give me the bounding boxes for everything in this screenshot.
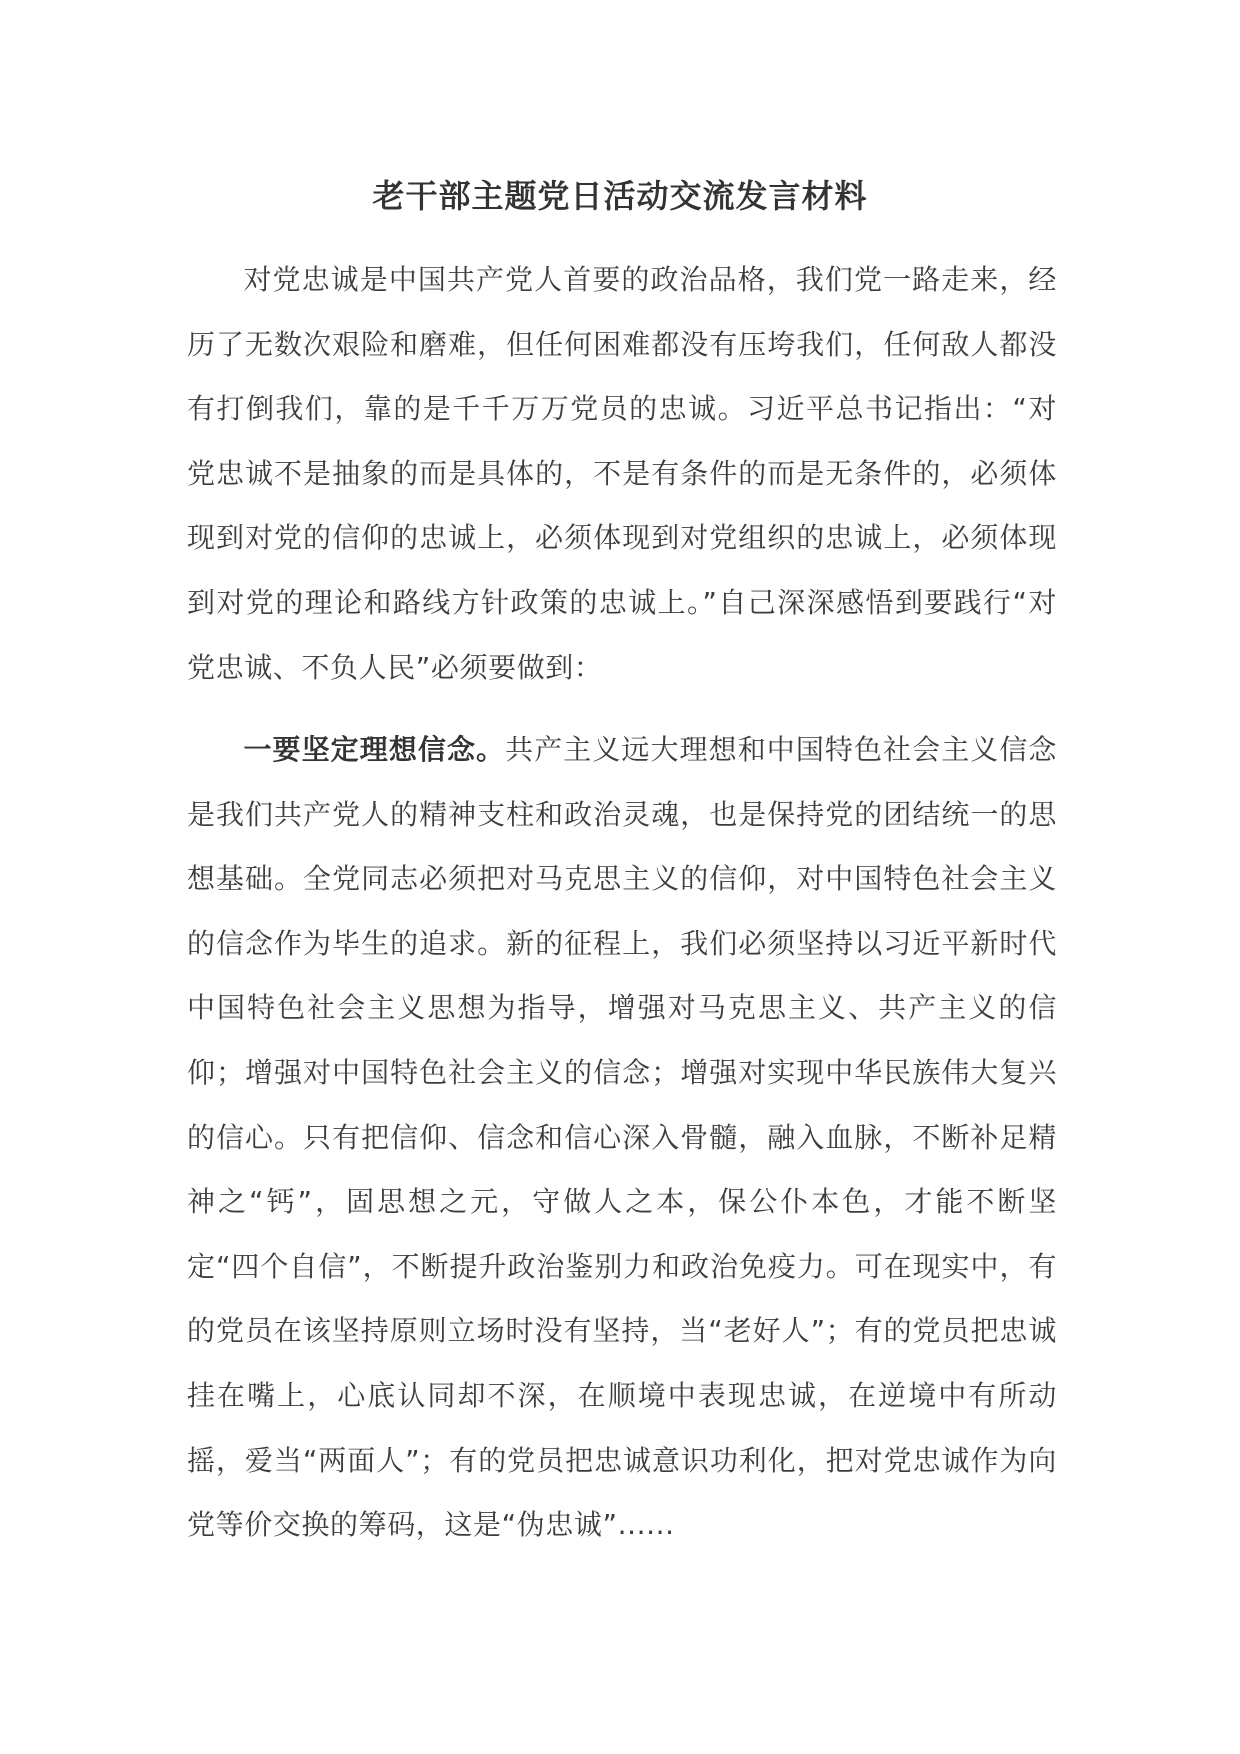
- paragraph-intro: [187, 248, 1057, 700]
- paragraph-intro-text: 对党忠诚是中国共产党人首要的政治品格，我们党一路走来，经历了无数次艰险和磨难，但任何困难都没有压垮我们，任何敌人都没有打倒我们，靠的是千千万万党员的忠诚。习近平总书记指出：“对党忠诚不是抽象的而是具体的，不是有条件的而是无条件的，必须体现到对党的信仰的忠诚上，必须体现到对党组织的忠诚上，必须体现到对党的理论和路线方针政策的忠诚上。”自己深深感悟到要践行“对党忠诚、不负人民”必须要做到：: [187, 263, 1057, 684]
- paragraph-lead-heading: 一要坚定理想信念。: [243, 733, 506, 766]
- paragraph-ideals-text: 共产主义远大理想和中国特色社会主义信念是我们共产党人的精神支柱和政治灵魂，也是保持党的团结统一的思想基础。全党同志必须把对马克思主义的信仰，对中国特色社会主义的信念作为毕生的追求。新的征程上，我们必须坚持以习近平新时代中国特色社会主义思想为指导，增强对马克思主义、共产主义的信仰；增强对中国特色社会主义的信念；增强对实现中华民族伟大复兴的信心。只有把信仰、信念和信心深入骨髓，融入血脉，不断补足精神之“钙”，固思想之元，守做人之本，保公仆本色，才能不断坚定“四个自信”，不断提升政治鉴别力和政治免疫力。可在现实中，有的党员在该坚持原则立场时没有坚持，当“老好人”；有的党员把忠诚挂在嘴上，心底认同却不深，在顺境中表现忠诚，在逆境中有所动摇，爱当“两面人”；有的党员把忠诚意识功利化，把对党忠诚作为向党等价交换的筹码，这是“伪忠诚”......: [187, 733, 1058, 1542]
- document-title: 老干部主题党日活动交流发言材料: [372, 177, 868, 215]
- paragraph-ideals: [187, 718, 1057, 1558]
